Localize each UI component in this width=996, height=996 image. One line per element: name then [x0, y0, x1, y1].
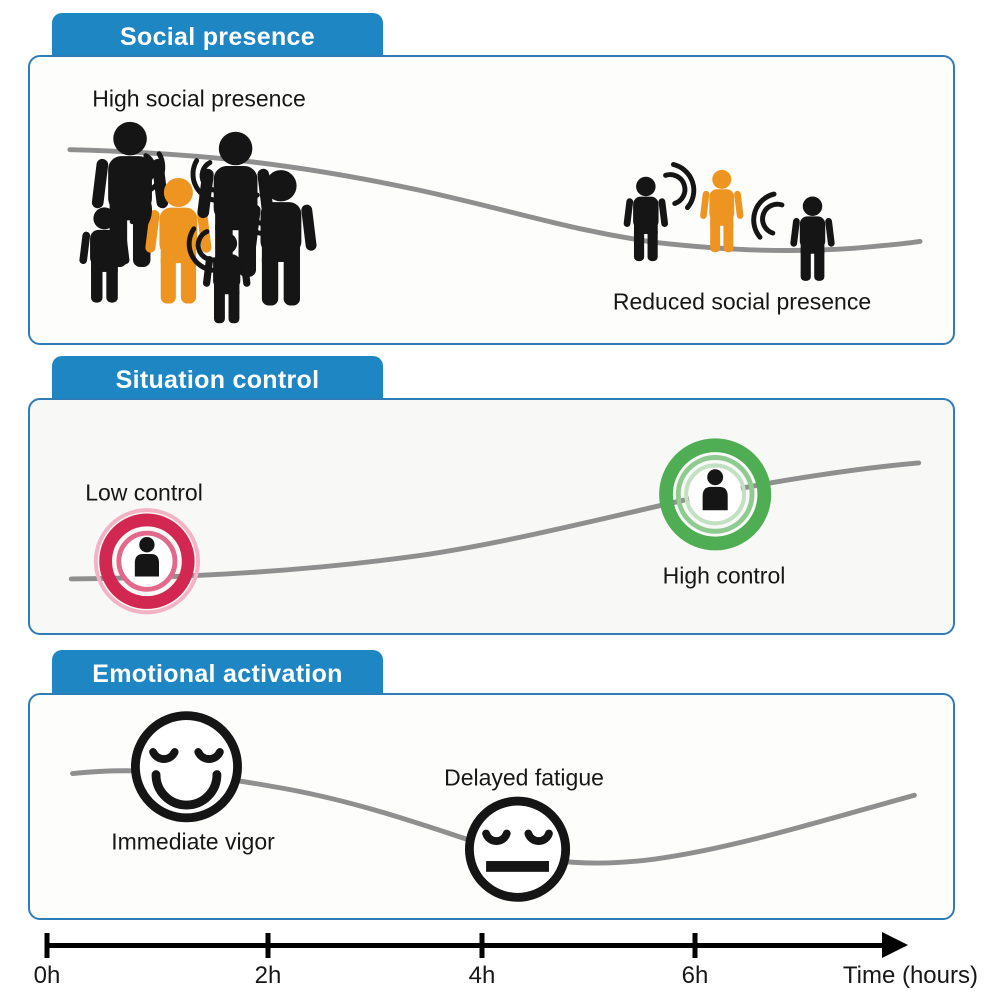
tab-emotional-activation — [52, 650, 383, 698]
tick-4h — [480, 933, 485, 958]
time-axis-line — [47, 943, 890, 948]
low-control-icon — [96, 510, 198, 612]
person-icon-orange — [700, 170, 744, 252]
tick-label-6h: 6h — [681, 962, 709, 989]
time-axis — [0, 930, 996, 996]
time-axis-arrowhead — [882, 932, 908, 958]
tick-2h — [266, 933, 271, 958]
speech-wave-icon — [748, 190, 784, 240]
high-control-label: High control — [662, 562, 786, 589]
tab-social-presence-label: Social presence — [120, 22, 315, 51]
tick-label-2h: 2h — [254, 962, 282, 989]
panel-situation-control — [28, 398, 955, 635]
immediate-vigor-label: Immediate vigor — [111, 828, 275, 855]
tick-label-0h: 0h — [33, 962, 61, 989]
high-control-icon — [666, 445, 764, 543]
person-icon — [790, 196, 835, 280]
tab-emotional-activation-label: Emotional activation — [92, 659, 343, 688]
tick-0h — [45, 933, 50, 958]
low-control-label: Low control — [85, 479, 203, 506]
emotional-activation-graphic — [30, 695, 953, 918]
vigor-face-icon — [135, 716, 237, 818]
tick-label-4h: 4h — [468, 962, 496, 989]
person-icon — [623, 177, 668, 261]
tab-situation-control — [52, 356, 383, 404]
delayed-fatigue-label: Delayed fatigue — [444, 764, 604, 791]
tick-6h — [693, 933, 698, 958]
speech-wave-icon — [663, 161, 699, 211]
reduced-social-presence-label: Reduced social presence — [612, 288, 872, 315]
panel-emotional-activation — [28, 693, 955, 920]
tab-situation-control-label: Situation control — [115, 365, 320, 394]
flat-mouth — [486, 861, 549, 872]
fatigue-face-icon — [469, 801, 565, 897]
panel-social-presence — [28, 55, 955, 345]
high-social-presence-label: High social presence — [92, 85, 306, 112]
tab-social-presence — [52, 13, 383, 61]
situation-control-graphic — [30, 400, 953, 633]
time-axis-title: Time (hours) — [842, 962, 978, 989]
